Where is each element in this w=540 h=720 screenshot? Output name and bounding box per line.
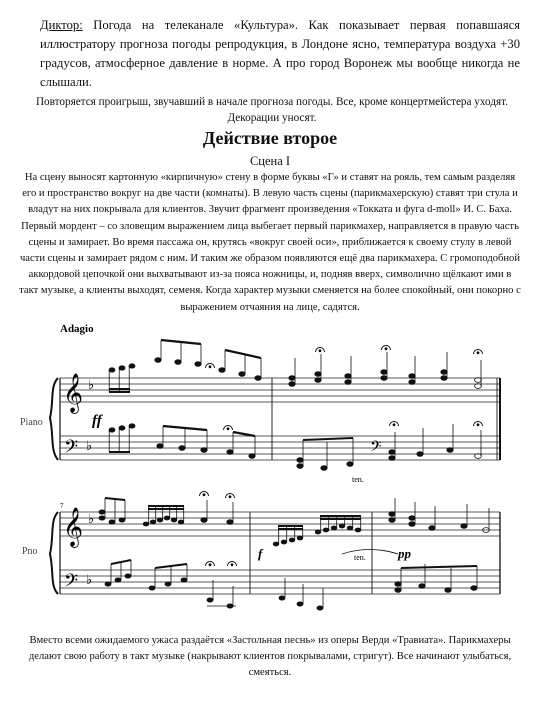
score-system-1 <box>20 323 500 484</box>
tempo-marking: Adagio <box>60 323 94 335</box>
instrument-label-pno: Pno <box>22 546 38 557</box>
key-flat-bass: ♭ <box>86 438 93 453</box>
treble-clef: 𝄞 <box>63 375 84 412</box>
clef-change: 𝄢 <box>370 438 382 458</box>
tenuto-label-2: ten. <box>354 553 366 562</box>
bass-staff-2 <box>60 570 500 594</box>
bass-clef-2: 𝄢 <box>64 570 79 595</box>
measure-number: 7 <box>60 502 64 510</box>
bass-notes-2 <box>105 560 477 610</box>
slur-mark <box>342 550 398 555</box>
fermata-marks-1 <box>206 346 483 369</box>
bass-staff-1 <box>60 436 500 460</box>
closing-text: Вместо всеми ожидаемого ужаса раздаётся «Застольная песнь» из оперы Верди «Травиата». Парикмахеры делают свою работу в такт музыке (накрывают клиентов покрывалами, стригут). Все начинают улыбаться, смеяться. <box>28 635 512 678</box>
act-title: Действие второе <box>202 128 338 148</box>
treble-staff-2 <box>60 512 500 536</box>
dynamic-f: f <box>258 546 263 561</box>
stage-direction: На сцену выносят картонную «кирпичную» стену в форме буквы «Г» и ставят на рояль, тем самым разделяя его и пространство вокруг на две части (комнаты). В левую часть сцены (парикмахерскую) ставят три стула и владут на них покрывала для клиентов. Звучит фрагмент произведения «Токката и фуга d-moll» И. С. Баха. Первый мордент – со зловещим выражением лица выбегает первый парикмахер, направляется в правую часть сцены и замирает. Во время пассажа он, крутясь «вокруг своей оси», приближается к своему стулу в левой части сцены и замирает рядом с ним. И таким же образом появляются ещё два парикмахера. С громоподобной аккордовой цепочкой они выхватывают из-за пояса ножницы, и, подняв вверх, символично щёлкают ими в такт музыке, а клиенты выходят, семеня. Когда характер музыки сменяется на более спокойный, они покорно с выражением отчаяния на лице, садятся. <box>19 172 521 313</box>
dynamic-pp: pp <box>398 546 411 561</box>
stage-remark: Повторяется проигрыш, звучавший в начале прогноза погоды. Все, кроме концертмейстера уходят. Декорации уносят. <box>35 96 509 124</box>
score-system-2 <box>22 492 500 611</box>
announcer-line <box>40 16 520 92</box>
grand-staff-brace <box>50 378 58 460</box>
tenuto-label-1: ten. <box>352 475 364 484</box>
treble-notes-2 <box>99 498 489 546</box>
fermata-marks-2 <box>200 492 235 499</box>
instrument-label-piano: Piano <box>20 417 43 428</box>
announcer-text: Погода на телеканале «Культура». Как показывает первая попавшаяся иллюстратору прогноза погоды репродукция, в Лондоне ясно, температура воздуха +30 градусов, атмосферное давление в норме. А про город Воронеж мы вообще никогда не слышали. <box>40 18 520 89</box>
bass-clef: 𝄢 <box>64 436 79 461</box>
key-flat-bass-2: ♭ <box>86 572 93 587</box>
bass-notes-1 <box>109 424 481 471</box>
fermata-marks-bass-2 <box>206 562 237 567</box>
key-flat: ♭ <box>88 377 95 392</box>
treble-clef-2: 𝄞 <box>63 509 84 546</box>
music-score <box>0 322 540 630</box>
fermata-marks-bass-1 <box>224 422 483 431</box>
speaker-label: Диктор: <box>40 18 83 32</box>
dynamic-ff: ff <box>92 413 102 429</box>
key-flat-2: ♭ <box>88 511 95 526</box>
grand-staff-brace-2 <box>50 512 58 594</box>
scene-title: Сцена I <box>249 154 291 168</box>
